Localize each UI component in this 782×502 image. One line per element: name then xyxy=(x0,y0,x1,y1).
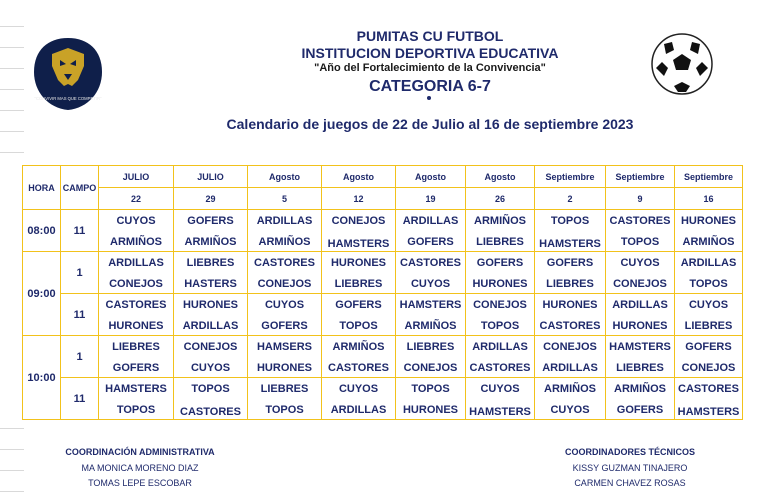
match-cell xyxy=(466,210,535,252)
month-header: Septiembre xyxy=(606,166,675,188)
home-team: HURONES xyxy=(542,298,598,311)
home-team: HURONES xyxy=(330,256,386,269)
home-team: CONEJOS xyxy=(473,298,527,311)
home-team: CONEJOS xyxy=(543,340,597,353)
away-team: HASTERS xyxy=(184,277,237,290)
field-cell: 1 xyxy=(61,336,99,378)
match-cell xyxy=(466,378,535,420)
away-team: CONEJOS xyxy=(681,361,736,374)
away-team: ARMIÑOS xyxy=(682,235,735,248)
home-team: ARMIÑOS xyxy=(614,382,666,395)
month-header: Agosto xyxy=(396,166,466,188)
away-team: TOPOS xyxy=(620,235,660,248)
table-row xyxy=(23,252,743,294)
home-team: CUYOS xyxy=(338,382,379,395)
match-cell xyxy=(535,294,606,336)
home-team: TOPOS xyxy=(550,214,590,227)
home-team: HURONES xyxy=(182,298,238,311)
month-header: JULIO xyxy=(99,166,174,188)
home-team: CUYOS xyxy=(264,298,305,311)
field-cell: 1 xyxy=(61,252,99,294)
home-team: GOFERS xyxy=(335,298,382,311)
away-team: GOFERS xyxy=(261,319,308,332)
time-cell: 08:00 xyxy=(23,210,61,252)
away-team: GOFERS xyxy=(616,403,664,416)
match-cell xyxy=(99,210,174,252)
home-team: CASTORES xyxy=(400,256,461,269)
home-team: GOFERS xyxy=(187,214,234,227)
away-team: HURONES xyxy=(256,361,312,374)
away-team: LIEBRES xyxy=(616,361,664,374)
away-team: HAMSTERS xyxy=(539,237,601,250)
away-team: CUYOS xyxy=(410,277,451,290)
match-cell xyxy=(99,378,174,420)
month-header: Agosto xyxy=(466,166,535,188)
home-team: CONEJOS xyxy=(331,214,386,227)
day-header: 29 xyxy=(174,188,248,210)
home-team: LIEBRES xyxy=(260,382,309,395)
match-cell xyxy=(606,252,675,294)
campo-header: CAMPO xyxy=(61,166,99,210)
match-cell xyxy=(248,336,322,378)
away-team: ARDILLAS xyxy=(330,403,387,416)
match-cell xyxy=(675,210,743,252)
away-team: ARMIÑOS xyxy=(110,235,162,248)
away-team: GOFERS xyxy=(407,235,454,248)
away-team: GOFERS xyxy=(112,361,160,374)
day-header: 5 xyxy=(248,188,322,210)
table-row xyxy=(23,378,743,420)
away-team: HURONES xyxy=(108,319,164,332)
match-cell xyxy=(174,294,248,336)
day-header: 22 xyxy=(99,188,174,210)
home-team: HAMSTERS xyxy=(609,340,671,353)
match-cell xyxy=(322,210,396,252)
category-title: CATEGORIA 6-7 xyxy=(369,78,491,95)
home-team: CUYOS xyxy=(116,214,156,227)
match-cell xyxy=(466,252,535,294)
logo-motto: "CONVIVIR MAS QUE COMPETIR" xyxy=(34,96,102,101)
home-team: CONEJOS xyxy=(183,340,238,353)
match-cell xyxy=(535,378,606,420)
match-cell xyxy=(174,210,248,252)
away-team: TOPOS xyxy=(116,403,156,416)
away-team: CUYOS xyxy=(190,361,231,374)
home-team: LIEBRES xyxy=(112,340,160,353)
bullet-dot xyxy=(427,96,431,100)
day-header: 9 xyxy=(606,188,675,210)
match-cell xyxy=(248,210,322,252)
match-cell xyxy=(99,252,174,294)
match-cell xyxy=(535,210,606,252)
home-team: TOPOS xyxy=(411,382,450,395)
home-team: CASTORES xyxy=(678,382,739,395)
home-team: HAMSTERS xyxy=(399,298,462,311)
home-team: ARMIÑOS xyxy=(332,340,385,353)
away-team: ARMIÑOS xyxy=(258,235,311,248)
match-cell xyxy=(396,294,466,336)
home-team: ARDILLAS xyxy=(612,298,668,311)
table-row xyxy=(23,294,743,336)
field-cell: 11 xyxy=(61,378,99,420)
away-team: TOPOS xyxy=(265,403,304,416)
day-header: 16 xyxy=(675,188,743,210)
match-cell xyxy=(174,336,248,378)
away-team: HURONES xyxy=(472,277,528,290)
away-team: ARDILLAS xyxy=(542,361,598,374)
home-team: LIEBRES xyxy=(406,340,455,353)
away-team: CONEJOS xyxy=(613,277,667,290)
away-team: TOPOS xyxy=(480,319,520,332)
home-team: ARDILLAS xyxy=(256,214,313,227)
match-cell xyxy=(466,294,535,336)
table-row xyxy=(23,210,743,252)
match-cell xyxy=(396,378,466,420)
away-team: HAMSTERS xyxy=(677,405,740,418)
month-header: Septiembre xyxy=(675,166,743,188)
away-team: HAMSTERS xyxy=(469,405,531,418)
away-team: LIEBRES xyxy=(684,319,733,332)
away-team: TOPOS xyxy=(689,277,728,290)
coach-name: CARMEN CHAVEZ ROSAS xyxy=(574,478,686,488)
match-cell xyxy=(675,294,743,336)
match-cell xyxy=(322,252,396,294)
month-header: Agosto xyxy=(322,166,396,188)
home-team: LIEBRES xyxy=(186,256,235,269)
away-team: CASTORES xyxy=(469,361,531,374)
match-cell xyxy=(675,378,743,420)
admin-name: MA MONICA MORENO DIAZ xyxy=(81,463,199,473)
away-team: LIEBRES xyxy=(334,277,383,290)
match-cell xyxy=(675,336,743,378)
home-team: ARMIÑOS xyxy=(474,214,526,227)
away-team: TOPOS xyxy=(339,319,378,332)
home-team: CASTORES xyxy=(609,214,671,227)
day-header: 2 xyxy=(535,188,606,210)
home-team: CUYOS xyxy=(480,382,520,395)
match-cell xyxy=(322,294,396,336)
technical-coordinators-title: COORDINADORES TÉCNICOS xyxy=(564,447,695,457)
month-header: JULIO xyxy=(174,166,248,188)
match-cell xyxy=(322,378,396,420)
home-team: ARMIÑOS xyxy=(544,382,596,395)
match-cell xyxy=(99,336,174,378)
match-cell xyxy=(675,252,743,294)
away-team: LIEBRES xyxy=(476,235,524,248)
home-team: ARDILLAS xyxy=(108,256,164,269)
away-team: CASTORES xyxy=(328,361,389,374)
field-cell: 11 xyxy=(61,210,99,252)
table-row xyxy=(23,336,743,378)
away-team: CASTORES xyxy=(539,319,601,332)
home-team: CUYOS xyxy=(620,256,660,269)
year-motto: "Año del Fortalecimiento de la Convivencia" xyxy=(314,62,546,74)
match-cell xyxy=(535,336,606,378)
field-cell: 11 xyxy=(61,294,99,336)
day-header: 19 xyxy=(396,188,466,210)
match-cell xyxy=(606,210,675,252)
match-cell xyxy=(466,336,535,378)
home-team: GOFERS xyxy=(546,256,594,269)
match-cell xyxy=(606,294,675,336)
time-cell: 10:00 xyxy=(23,336,61,420)
home-team: TOPOS xyxy=(191,382,230,395)
match-cell xyxy=(99,294,174,336)
home-team: CUYOS xyxy=(688,298,729,311)
school-name: PUMITAS CU FUTBOL xyxy=(356,28,504,44)
home-team: HURONES xyxy=(680,214,736,227)
home-team: HAMSERS xyxy=(256,340,312,353)
admin-coordination-title: COORDINACIÓN ADMINISTRATIVA xyxy=(65,447,215,457)
away-team: CONEJOS xyxy=(109,277,163,290)
away-team: HURONES xyxy=(402,403,458,416)
schedule-table xyxy=(22,165,743,420)
match-cell xyxy=(396,210,466,252)
match-cell xyxy=(322,336,396,378)
time-cell: 09:00 xyxy=(23,252,61,336)
away-team: HAMSTERS xyxy=(327,237,390,250)
match-cell xyxy=(396,336,466,378)
match-cell xyxy=(396,252,466,294)
away-team: ARDILLAS xyxy=(182,319,239,332)
day-header: 12 xyxy=(322,188,396,210)
match-cell xyxy=(248,378,322,420)
month-header: Septiembre xyxy=(535,166,606,188)
home-team: CASTORES xyxy=(105,298,167,311)
home-team: HAMSTERS xyxy=(105,382,167,395)
home-team: ARDILLAS xyxy=(680,256,737,269)
match-cell xyxy=(606,336,675,378)
hora-header: HORA xyxy=(23,166,61,210)
match-cell xyxy=(174,252,248,294)
home-team: GOFERS xyxy=(685,340,732,353)
away-team: ARMIÑOS xyxy=(404,319,457,332)
home-team: ARDILLAS xyxy=(472,340,528,353)
match-cell xyxy=(248,252,322,294)
sheet-gridlines xyxy=(0,0,24,502)
away-team: ARMIÑOS xyxy=(184,235,237,248)
admin-name: TOMAS LEPE ESCOBAR xyxy=(88,478,192,488)
away-team: HURONES xyxy=(612,319,668,332)
away-team: LIEBRES xyxy=(546,277,594,290)
match-cell xyxy=(174,378,248,420)
home-team: CASTORES xyxy=(254,256,315,269)
home-team: GOFERS xyxy=(476,256,524,269)
away-team: CONEJOS xyxy=(403,361,458,374)
away-team: CUYOS xyxy=(550,403,590,416)
institution-name: INSTITUCION DEPORTIVA EDUCATIVA xyxy=(301,45,559,61)
schedule-subtitle: Calendario de juegos de 22 de Julio al 16 de septiembre 2023 xyxy=(226,116,634,132)
away-team: CONEJOS xyxy=(257,277,312,290)
coach-name: KISSY GUZMAN TINAJERO xyxy=(572,463,688,473)
match-cell xyxy=(248,294,322,336)
day-header: 26 xyxy=(466,188,535,210)
pumas-logo-icon xyxy=(30,36,106,112)
match-cell xyxy=(535,252,606,294)
match-cell xyxy=(606,378,675,420)
month-header: Agosto xyxy=(248,166,322,188)
home-team: ARDILLAS xyxy=(402,214,459,227)
away-team: CASTORES xyxy=(180,405,241,418)
